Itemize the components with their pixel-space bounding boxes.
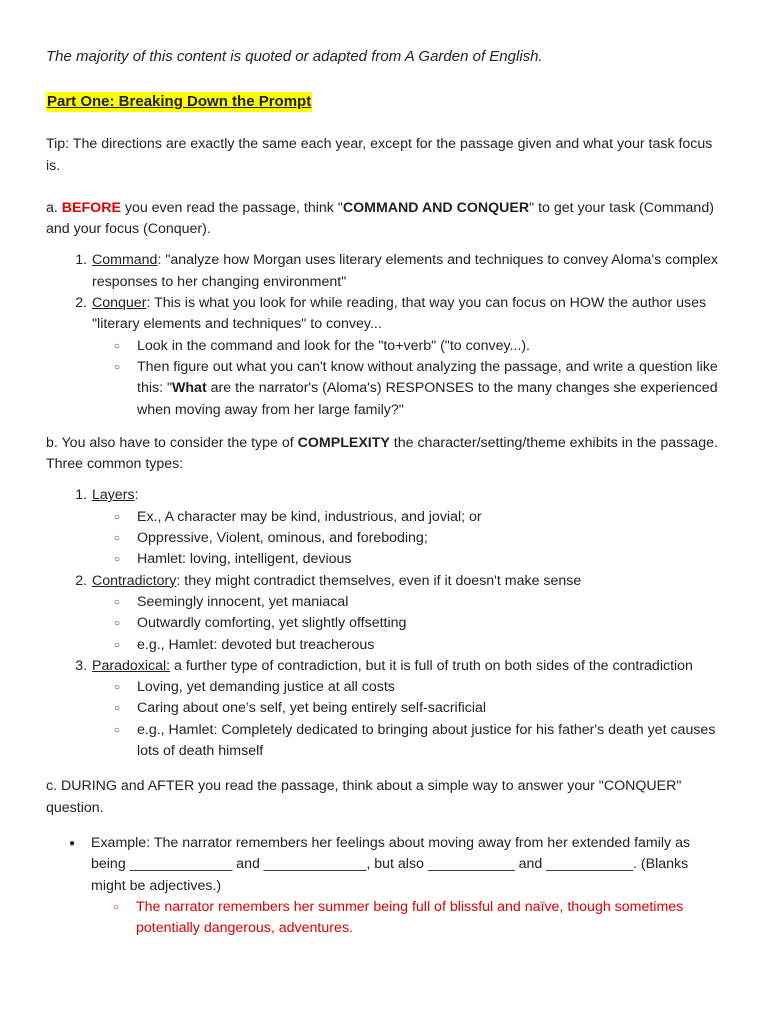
complexity-types-list (46, 485, 726, 762)
section-a-text-2: " to get your task (Command) and your focus (Conquer). (46, 199, 714, 238)
conquer-item (91, 293, 726, 421)
type-description: a further type of contradiction, but it is full of truth on both sides of the contradiction (170, 657, 693, 674)
command-text: : "analyze how Morgan uses literary elements and techniques to convey Aloma's complex responses to her changing environment" (92, 252, 719, 290)
complexity-emphasis: COMPLEXITY (297, 434, 390, 451)
example-item: ○ Ex., A character may be kind, industrious, and jovial; or (137, 507, 726, 528)
example-list (46, 833, 726, 939)
tip-paragraph: Tip: The directions are exactly the same each year, except for the passage given and what your task focus is. (46, 136, 713, 174)
before-emphasis: BEFORE (61, 199, 121, 216)
example-answer-list (91, 897, 726, 940)
section-a-prefix: a. (46, 199, 62, 216)
command-item (91, 250, 726, 293)
conquer-term: Conquer (92, 295, 147, 312)
intro-note: The majority of this content is quoted or adapted from A Garden of English. (46, 48, 543, 65)
conquer-sub-item (137, 357, 726, 421)
example-item: ○ Loving, yet demanding justice at all costs (137, 677, 726, 698)
document-page (46, 46, 726, 939)
type-suffix: : (134, 487, 139, 504)
type-term: Layers (92, 487, 135, 504)
complexity-type-contradictory (91, 571, 726, 656)
complexity-type-layers (91, 485, 726, 570)
part-one-heading-row (46, 68, 726, 113)
part-one-heading: Part One: Breaking Down the Prompt (47, 93, 312, 110)
example-item: ○ e.g., Hamlet: devoted but treacherous (137, 635, 726, 656)
what-emphasis: What (172, 380, 207, 397)
conquer-sublist (92, 336, 726, 421)
example-text: Example: The narrator remembers her feelings about moving away from her extended family as being _____________ and _____________, but also ___________ and ___________. (Blanks might be adjectives.) (91, 834, 691, 894)
example-bullet (91, 833, 726, 939)
type-suffix: : (176, 572, 181, 589)
paradoxical-examples (92, 677, 726, 762)
example-item: ○ Outwardly comforting, yet slightly offsetting (137, 613, 726, 634)
type-term: Paradoxical: (92, 657, 171, 674)
example-item: ○ e.g., Hamlet: Completely dedicated to bringing about justice for his father's death yet causes lots of death himself (137, 720, 726, 763)
command-term: Command (92, 252, 158, 269)
contradictory-examples (92, 592, 726, 656)
layers-examples (92, 507, 726, 571)
type-description: they might contradict themselves, even if it doesn't make sense (180, 572, 582, 589)
example-item: ○ Hamlet: loving, intelligent, devious (137, 549, 726, 570)
section-b-text-2: the character/setting/theme exhibits in the passage. Three common types: (46, 434, 718, 473)
command-and-conquer-emphasis: COMMAND AND CONQUER (342, 199, 530, 216)
section-a-intro (46, 198, 726, 241)
type-term: Contradictory (92, 572, 177, 589)
section-c-intro: c. DURING and AFTER you read the passage, think about a simple way to answer your "CONQUER" question. (46, 778, 682, 816)
question-text-2: are the narrator's (Aloma's) RESPONSES to the many changes she experienced when moving away from her large family?" (137, 380, 718, 418)
example-item: ○ Oppressive, Violent, ominous, and foreboding; (137, 528, 726, 549)
conquer-text: : This is what you look for while reading, that way you can focus on HOW the author uses "literary elements and techniques" to convey... (92, 295, 707, 333)
section-b-text-1: b. You also have to consider the type of (46, 434, 298, 451)
question-text-1: Then figure out what you can't know without analyzing the passage, and write a question like this: " (137, 358, 718, 397)
conquer-sub-item: ○ Look in the command and look for the "to+verb" ("to convey...). (137, 336, 726, 357)
complexity-type-paradoxical (91, 656, 726, 762)
section-a-text-1: you even read the passage, think " (120, 199, 343, 216)
example-item: ○ Caring about one’s self, yet being entirely self-sacrificial (137, 698, 726, 719)
example-answer: ○ The narrator remembers her summer being full of blissful and naïve, though sometimes potentially dangerous, adventures. (136, 897, 726, 940)
section-b-intro (46, 433, 726, 476)
example-item: ○ Seemingly innocent, yet maniacal (137, 592, 726, 613)
command-conquer-list (46, 250, 726, 420)
